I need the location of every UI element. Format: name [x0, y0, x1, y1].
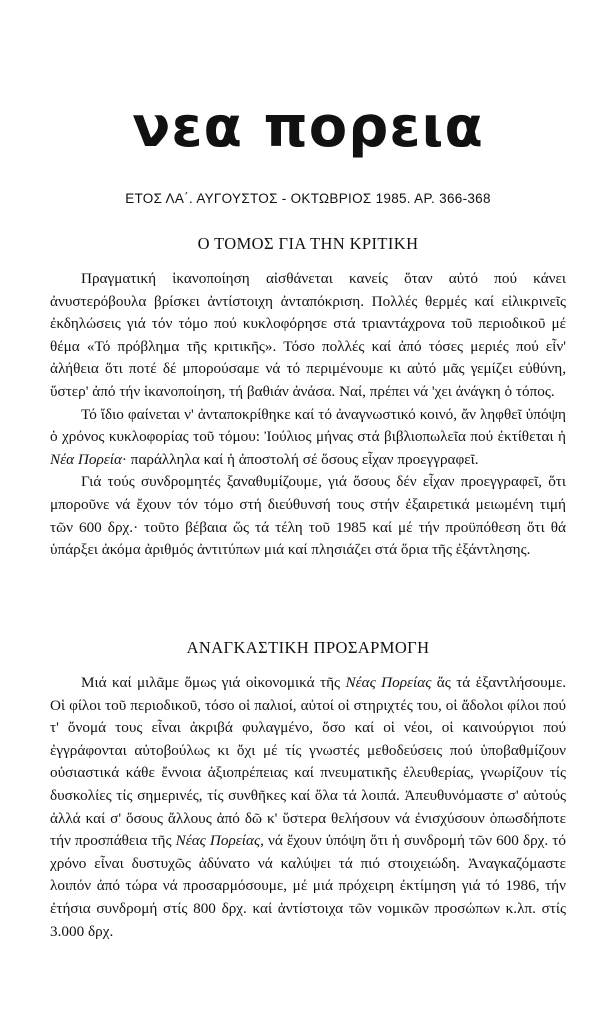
- journal-name-italic: Νέας Πορείας: [345, 674, 432, 691]
- paragraph-text: · παράλληλα καί ἡ ἀποστολή σέ ὅσους εἶχαν προεγγραφεῖ.: [121, 450, 479, 468]
- paragraph: Γιά τούς συνδρομητές ξαναθυμίζουμε, γιά ὅσους δέν εἶχαν προεγγραφεῖ, ὅτι μποροῦνε νά ἔχουν τόν τόμο στή διεύθυνσή τους στήν ἐξαιρετικά μειωμένη τιμή τῶν 600 δρχ.· τοῦτο βέβαια ὥς τά τέλη τοῦ 1985 καί μέ τήν προϋπόθεση ὅτι θά ὑπάρξει ἀκόμα ἀριθμός ἀντιτύπων μιά καί πλησιάζει στά ὅρια τῆς ἐξάντλησης.: [50, 473, 566, 559]
- issue-line: ΕΤΟΣ ΛΑ΄. ΑΥΓΟΥΣΤΟΣ - ΟΚΤΩΒΡΙΟΣ 1985. ΑΡ. 366-368: [125, 191, 491, 206]
- journal-masthead: νεα πορεια: [132, 95, 484, 160]
- journal-name-italic: Νέα Πορεία: [50, 450, 122, 468]
- paragraph-text: ἄς τά ἐξαντλήσουμε. Οἱ φίλοι τοῦ περιοδικοῦ, τόσο οἱ παλιοί, αὐτοί οἱ στηριχτές του, οἱ ἄδολοι φίλοι πού τ' ὄνομά τους εἶναι ἀκριβά φυλαγμένο, ὅσο καί οἱ νέοι, οἱ καινούργιοι πού ἐγγράφονται αὐτοβούλως κι ὄχι μέ τίς γνωστές μεθοδεύσεις πού ὑποβαθμίζουν οὐσιαστικά κάθε ἔννοια ἀξιοπρέπειας καί πνευματικῆς ἐλευθερίας, γνωρίζουν τίς δυσκολίες τίς σημερινές, τίς συνθῆκες καί ὅλα τά λοιπά. Ἀπευθυνόμαστε σ' αὐτούς ἀλλά καί σ' ὅσους ἄλλους ἀπό δῶ κ' ὕστερα θελήσουν νά ἐνισχύσουν ὁπωσδήποτε τήν προσπάθεια τῆς: [50, 674, 566, 850]
- journal-name-italic: Νέας Πορείας: [175, 832, 261, 850]
- section-forced-adjustment: [50, 672, 566, 943]
- paragraph: Πραγματική ἱκανοποίηση αἰσθάνεται κανείς ὅταν αὐτό πού κάνει ἀνυστερόβουλα βρίσκει ἀντίστοιχη ἀνταπόκριση. Πολλές θερμές καί εἰλικρινεῖς ἐκδηλώσεις γιά τόν τόμο πού κυκλοφόρησε στά τριαντάχρονα τοῦ περιοδικοῦ μέ θέμα «Τό πρόβλημα τῆς κριτικῆς». Τόσο πολλές καί ἀπό τόσες μεριές πού εἶν' ἀλήθεια ὅτι ποτέ δέ μπορούσαμε νά τό περιμένουμε κι αὐτό μᾶς γεμίζει εὐθύνη, ὕστερ' ἀπό τήν ἱκανοποίηση, τή βαθιάν ἀνάσα. Ναί, πρέπει νά 'χει ἀνάγκη ὁ τόπος.: [50, 270, 566, 400]
- paragraph: [50, 404, 566, 472]
- section-heading-criticism-volume: Ο ΤΟΜΟΣ ΓΙΑ ΤΗΝ ΚΡΙΤΙΚΗ: [197, 234, 419, 253]
- section-heading-forced-adjustment: ΑΝΑΓΚΑΣΤΙΚΗ ΠΡΟΣΑΡΜΟΓΗ: [186, 638, 430, 657]
- paragraph-text: Μιά καί μιλᾶμε ὅμως γιά οἰκονομικά τῆς: [81, 674, 346, 691]
- paragraph-text: , νά ἔχουν ὑπόψη ὅτι ἡ συνδρομή τῶν 600 δρχ. τό χρόνο εἶναι δυστυχῶς ἀδύνατο νά καλύψει τά πιό στοιχειώδη. Ἀναγκαζόμαστε λοιπόν ἀπό τώρα νά προσαρμόσουμε, μέ μιά πρόχειρη ἐκτίμηση γιά τό 1986, τήν ἐτήσια συνδρομή στίς 800 δρχ. καί ἀντίστοιχα τῶν νομικῶν προσώπων κ.λπ. στίς 3.000 δρχ.: [50, 832, 566, 940]
- section-criticism-volume: [50, 268, 566, 562]
- paragraph: [50, 672, 566, 943]
- paragraph-text: Τό ἴδιο φαίνεται ν' ἀνταποκρίθηκε καί τό ἀναγνωστικό κοινό, ἄν ληφθεῖ ὑπόψη ὁ χρόνος κυκλοφορίας τοῦ τόμου: Ἰούλιος μήνας στά βιβλιοπωλεῖα πού ἐκτίθεται ἡ: [50, 405, 566, 446]
